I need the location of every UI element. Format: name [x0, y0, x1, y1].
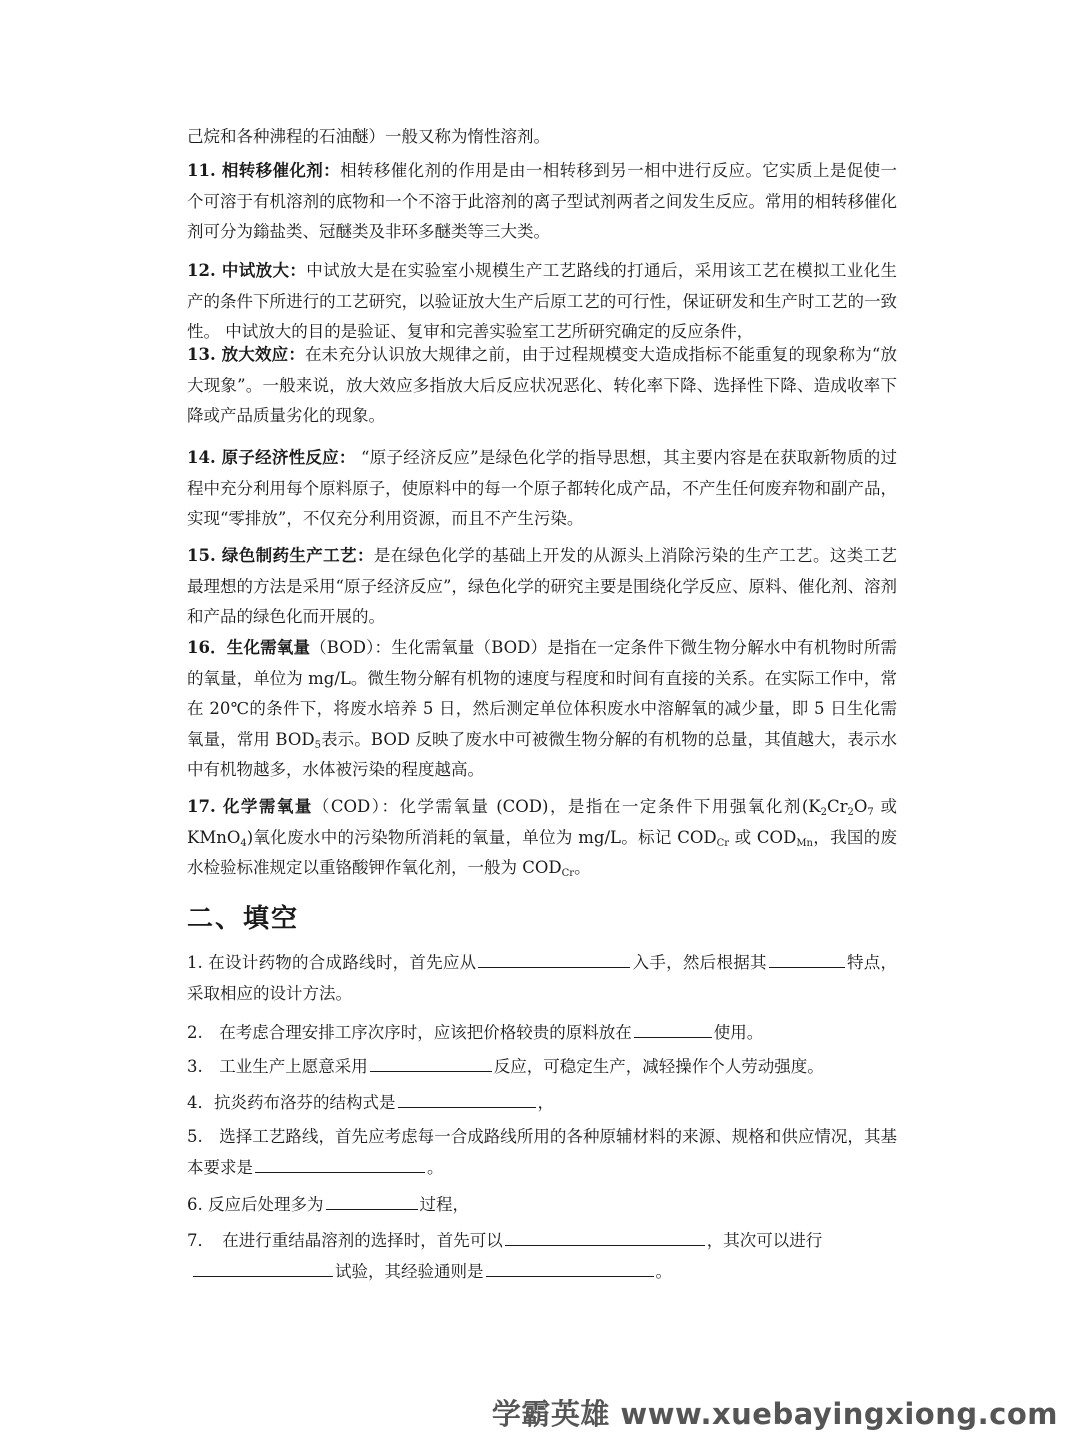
fill-question-3 — [187, 1052, 897, 1083]
bod-subscript: 5 — [314, 739, 321, 751]
q6-text-a: 6. 反应后处理多为 — [187, 1195, 324, 1214]
q3-text-b: 反应，可稳定生产，减轻操作个人劳动强度。 — [493, 1057, 824, 1076]
cod-mid-5: 或 COD — [729, 827, 797, 847]
term-13: 13. 放大效应： — [187, 345, 305, 364]
cod-mid-3: 或 KMnO — [187, 797, 898, 847]
q5-text-a: 5. 选择工艺路线，首先应考虑每一合成路线所用的各种原辅材料的来源、规格和供应情况，其基本要求是 — [187, 1127, 897, 1177]
q1-blank-2[interactable] — [769, 949, 845, 968]
definition-13 — [187, 340, 897, 432]
term-17: 17. 化学需氧量 — [187, 797, 313, 816]
definition-11 — [187, 156, 897, 248]
text-15: 是在绿色化学的基础上开发的从源头上消除污染的生产工艺。这类工艺最理想的方法是采用“原子经济反应”，绿色化学的研究主要是围绕化学反应、原料、催化剂、溶剂和产品的绿色化而开展的。 — [187, 546, 898, 626]
q5-text-b: 。 — [427, 1157, 444, 1177]
cod-sub-2: 2 — [847, 807, 854, 818]
cod-sub-5: Cr — [716, 837, 730, 849]
fill-question-7 — [187, 1226, 897, 1287]
intro-text: 己烷和各种沸程的石油醚）一般又称为惰性溶剂。 — [187, 127, 550, 146]
q4-blank[interactable] — [398, 1089, 536, 1108]
text-16-tail: 表示。BOD 反映了废水中可被微生物分解的有机物的总量，其值越大，表示水中有机物越多，水体被污染的程度越高。 — [187, 729, 897, 779]
q2-text-a: 2. 在考虑合理安排工序次序时，应该把价格较贵的原料放在 — [187, 1023, 632, 1042]
term-15: 15. 绿色制药生产工艺： — [187, 546, 374, 565]
intro-line — [187, 122, 897, 153]
q6-text-b: 过程， — [419, 1195, 469, 1214]
term-14: 14. 原子经济性反应： — [187, 448, 356, 467]
cod-mid-6: ，我国的废水检验标准规定以重铬酸钾作氧化剂，一般为 COD — [187, 827, 897, 877]
q7-text-c: 试验，其经验通则是 — [335, 1261, 484, 1281]
q1-text-a: 1. 在设计药物的合成路线时，首先应从 — [187, 953, 477, 972]
cod-mid-2: O — [853, 797, 868, 816]
q4-text-a: 4．抗炎药布洛芬的结构式是 — [187, 1093, 396, 1112]
definition-14 — [187, 443, 897, 535]
q5-blank[interactable] — [255, 1154, 425, 1173]
definition-17 — [187, 792, 897, 884]
q2-blank[interactable] — [634, 1019, 712, 1038]
q1-text-c: 特点，采取相应的设计方法。 — [187, 953, 897, 1003]
q1-blank-1[interactable] — [478, 949, 630, 968]
q7-text-a: 7． 在进行重结晶溶剂的选择时，首先可以 — [187, 1231, 503, 1250]
q7-text-d: 。 — [655, 1261, 672, 1281]
q7-blank-2[interactable] — [193, 1258, 333, 1277]
text-17: （COD）：化学需氧量 (COD)，是指在一定条件下用强氧化剂(K — [312, 797, 821, 816]
cod-sub-6: Mn — [796, 837, 813, 849]
term-11: 11. 相转移催化剂： — [187, 161, 341, 180]
fill-question-4 — [187, 1088, 897, 1119]
definition-15 — [187, 541, 897, 633]
fill-question-1 — [187, 948, 897, 1009]
text-16: （BOD）：生化需氧量（BOD）是指在一定条件下微生物分解水中有机物时所需的氧量，单位为 mg/L。微生物分解有机物的速度与程度和时间有直接的关系。在实际工作中，常在 20℃的条件下，将废水培养 5 日，然后测定单位体积废水中溶解氧的减少量，即 5 日生化需氧量，常用 BOD — [187, 638, 898, 749]
cod-mid-4: )氧化废水中的污染物所消耗的氧量，单位为 mg/L。标记 COD — [246, 827, 717, 847]
cod-end: 。 — [574, 858, 591, 877]
q4-text-b: ， — [537, 1093, 554, 1112]
fill-question-5 — [187, 1122, 897, 1183]
text-13: 在未充分认识放大规律之前，由于过程规模变大造成指标不能重复的现象称为“放大现象”。一般来说，放大效应多指放大后反应状况恶化、转化率下降、选择性下降、造成收率下降或产品质量劣化的现象。 — [187, 345, 898, 425]
q7-text-b: ，其次可以进行 — [706, 1231, 823, 1250]
section-heading: 二、填空 — [187, 904, 300, 934]
cod-sub-1: 2 — [820, 807, 827, 818]
q3-blank[interactable] — [370, 1053, 492, 1072]
q2-text-b: 使用。 — [713, 1023, 764, 1042]
text-11: 相转移催化剂的作用是由一相转移到另一相中进行反应。它实质上是促使一个可溶于有机溶剂的底物和一个不溶于此溶剂的离子型试剂两者之间发生反应。常用的相转移催化剂可分为鎓盐类、冠醚类及非环多醚类等三大类。 — [187, 161, 897, 241]
term-16: 16．生化需氧量 — [187, 638, 311, 657]
q1-text-b: 入手，然后根据其 — [632, 953, 767, 972]
cod-sub-4: 4 — [240, 837, 247, 849]
fill-question-2 — [187, 1018, 897, 1049]
cod-mid-1: Cr — [826, 797, 848, 816]
q7-blank-1[interactable] — [505, 1227, 705, 1246]
q3-text-a: 3. 工业生产上愿意采用 — [187, 1057, 368, 1076]
q7-blank-3[interactable] — [486, 1258, 654, 1277]
text-14: “原子经济反应”是绿色化学的指导思想，其主要内容是在获取新物质的过程中充分利用每个原料原子，使原料中的每一个原子都转化成产品，不产生任何废弃物和副产品，实现“零排放”，不仅充分利用资源，而且不产生污染。 — [187, 448, 897, 528]
definition-16 — [187, 633, 897, 786]
definition-12 — [187, 256, 897, 348]
footer-watermark: 学霸英雄 www.xuebayingxiong.com — [491, 1397, 1058, 1431]
text-12: 中试放大是在实验室小规模生产工艺路线的打通后，采用该工艺在模拟工业化生产的条件下所进行的工艺研究，以验证放大生产后原工艺的可行性，保证研发和生产时工艺的一致性。 中试放大的目的是验证、复审和完善实验室工艺所研究确定的反应条件， — [187, 261, 898, 341]
q6-blank[interactable] — [326, 1191, 418, 1210]
fill-question-6 — [187, 1190, 897, 1221]
cod-sub-3: 7 — [867, 807, 874, 818]
term-12: 12. 中试放大： — [187, 261, 307, 280]
cod-sub-7: Cr — [561, 868, 575, 879]
